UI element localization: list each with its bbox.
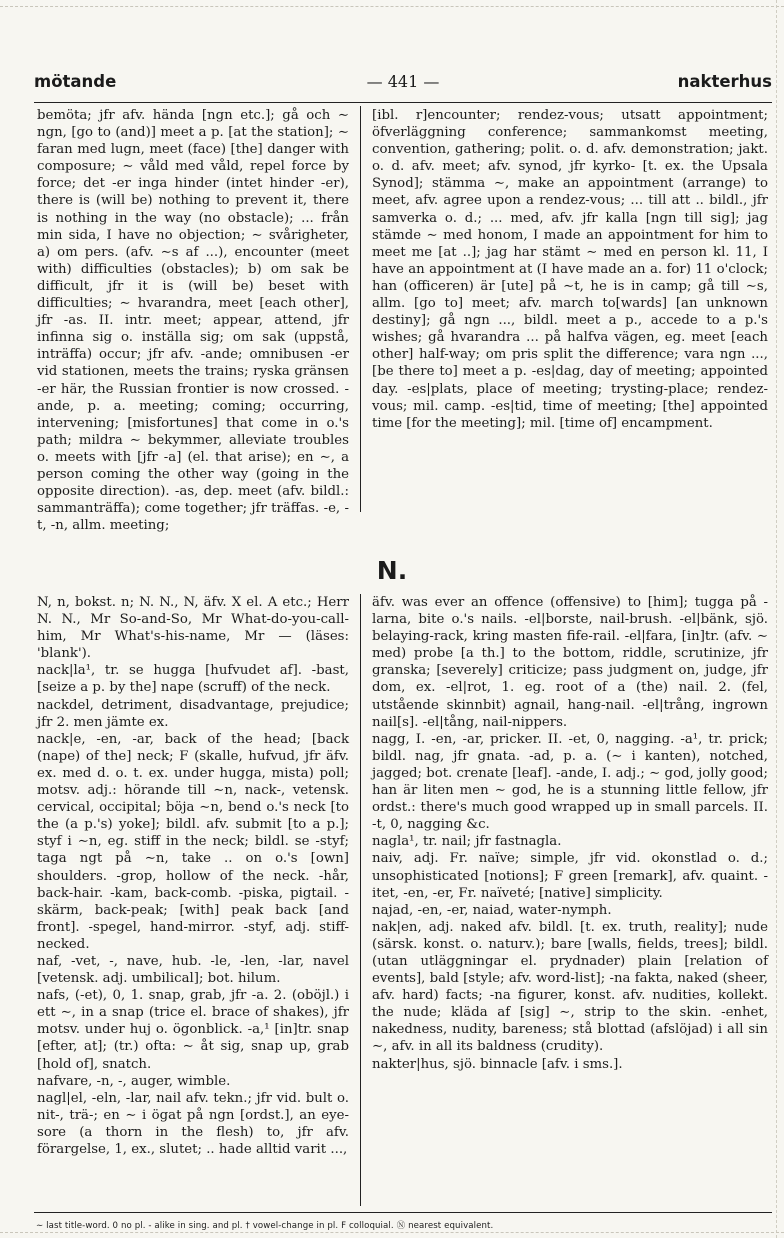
entry: nakter|hus, sjö. binnacle [afv. i sms.]. bbox=[372, 1056, 623, 1072]
entry: nagg, I. -en, -ar, pricker. II. -et, 0, nagging. -a¹, tr. prick; bildl. nag, jfr gnata. -ad, p. a. (∼ i kanten), notched, jagged; bot. crenate [leaf]. -ande, I. adj.; ∼ god, jolly good; han är liten men ∼ god, he is a stunning little fellow, jfr ordst.: there's much good wrapped up in small parcels. II. -t, 0, nagging &c. bbox=[372, 731, 768, 833]
scan-edge-bottom bbox=[0, 1232, 784, 1233]
entry: nack|la¹, tr. se hugga [hufvudet af]. -bast, [seize a p. by the] nape (scruff) of the neck. bbox=[37, 663, 349, 696]
entry: nackdel, detriment, disadvantage, prejudice; jfr 2. men jämte ex. bbox=[37, 697, 349, 730]
entry-text: bemöta; jfr afv. hända [ngn etc.]; gå och ∼ ngn, [go to (and)] meet a p. [at the station]; ∼ faran med lugn, meet (face) [the] danger with composure; ∼ våld med våld, repel force by force; det -er inga hinder (intet hinder -er), there is (will be) nothing to prevent it, there is nothing in the way (no obstacle); ... från min sida, I have no objection; ∼ svårigheter, a) om pers. (afv. ∼s af ...), encounter (meet with) difficulties (obstacles); b) om sak be difficult, jfr it is (will be) beset with difficulties; ∼ hvarandra, meet [each other], jfr -as. II. intr. meet; appear, attend, jfr infinna sig o. inställa sig; om sak (uppstå, inträffa) occur; jfr afv. -ande; omnibusen -er vid stationen, meets the trains; ryska gränsen -er här, the Russian frontier is now crossed. -ande, p. a. meeting; coming; occurring, intervening; [misfortunes] that come in o.'s path; mildra ∼ bekymmer, alleviate troubles o. meets with [jfr -a] (el. that arise); en ∼, a person coming the other way (going in the opposite direction). -as, dep. meet (afv. bildl.: sammanträffa); come together; jfr träffas. -e, -t, -n, allm. meeting; bbox=[37, 108, 349, 534]
running-header bbox=[34, 72, 772, 98]
scan-edge-top bbox=[0, 6, 784, 7]
entry: nafs, (-et), 0, 1. snap, grab, jfr -a. 2. (oböjl.) i ett ∼, in a snap (trice el. brace of shakes), jfr motsv. under huj o. ögonblick. -a,¹ [in]tr. snap [efter, at]; (tr.) ofta: ∼ åt sig, snap up, grab [hold of], snatch. bbox=[37, 988, 349, 1072]
column-divider-bottom bbox=[360, 594, 361, 1206]
header-right-guide-word: nakterhus bbox=[677, 72, 772, 91]
entry: N, n, bokst. n; N. N., N, äfv. X el. A etc.; Herr N. N., Mr So-and-So, Mr What-do-you-call-him, Mr What's-his-name, Mr — (läses: 'blank'). bbox=[37, 595, 349, 662]
entry: nagl|el, -eln, -lar, nail afv. tekn.; jfr vid. bult o. nit-, trä-; en ∼ i ögat på ngn [ordst.], an eye-sore (a thorn in the flesh) to, jfr afv. förargelse, 1, ex., slutet; .. hade alltid varit ..., bbox=[37, 1090, 349, 1157]
abbreviation-legend: ∼ last title-word. 0 no pl. - alike in sing. and pl. † vowel-change in pl. F colloquial. Ⓝ nearest equivalent. bbox=[36, 1221, 494, 1231]
entry-text: [ibl. r]encounter; rendez-vous; utsatt appointment; öfverläggning conference; sammankomst meeting, convention, gathering; polit. o. d. afv. demonstration; jakt. o. d. afv. meet; afv. synod, jfr kyrko- [t. ex. the Upsala Synod]; stämma ∼, make an appointment (arrange) to meet, afv. agree upon a rendez-vous; ... till att .. bildl., jfr samverka o. d.; ... med, afv. jfr kalla [ngn till sig]; jag stämde ∼ med honom, I made an appointment for him to meet me [at ..]; jag har stämt ∼ med en person kl. 11, I have an appointment at (I have made an a. for) 11 o'clock; han (officeren) är [ute] på ∼t, he is in camp; gå till ∼s, allm. [go to] meet; afv. march to[wards] [an unknown destiny]; gå ngn ..., bildl. meet a p., accede to a p.'s wishes; gå hvarandra ... på halfva vägen, eg. meet [each other] half-way; om pris split the difference; vara ngn ..., [be there to] meet a p. -es|dag, day of meeting; appointed day. -es|plats, place of meeting; trysting-place; rendez-vous; mil. camp. -es|tid, time of meeting; [the] appointed time [for the meeting]; mil. [time of] encampment. bbox=[372, 108, 768, 431]
entry: nagla¹, tr. nail; jfr fastnagla. bbox=[372, 834, 562, 850]
page-number: — 441 — bbox=[366, 72, 440, 91]
scan-edge-right bbox=[776, 0, 777, 1238]
entry: nack|e, -en, -ar, back of the head; [back (nape) of the] neck; F (skalle, hufvud, jfr äfv. ex. med d. o. t. ex. under hugga, mista) poll; motsv. adj.: hörande till ∼n, nack-, vetensk. cervical, occipital; böja ∼n, bend o.'s neck [to the (a p.'s) yoke]; bildl. afv. submit [to a p.]; styf i ∼n, eg. stiff in the neck; bildl. se -styf; taga ngt på ∼n, take .. on o.'s [own] shoulders. -grop, hollow of the neck. -hår, back-hair. -kam, back-comb. -piska, pigtail. -skärm, back-peak; [with] peak back [and front]. -spegel, hand-mirror. -styf, adj. stiff-necked. bbox=[37, 731, 349, 952]
entry: äfv. was ever an offence (offensive) to [him]; tugga på -larna, bite o.'s nails. -el|borste, nail-brush. -el|bänk, sjö. belaying-rack, kring masten fife-rail. -el|fara, [in]tr. (afv. ∼ med) probe [a th.] to the bottom, riddle, scrutinize, jfr granska; [severely] criticize; pass judgment on, judge, jfr dom, ex. -el|rot, 1. eg. root of a (the) nail. 2. (fel, utstående skinnbit) agnail, hang-nail. -el|trång, ingrown nail[s]. -el|tång, nail-nippers. bbox=[372, 595, 768, 730]
column-top-left bbox=[37, 107, 349, 534]
header-left-guide-word: mötande bbox=[34, 72, 117, 91]
entry: naf, -vet, -, nave, hub. -le, -len, -lar, navel [vetensk. adj. umbilical]; bot. hilum. bbox=[37, 953, 349, 987]
section-letter-heading: N. bbox=[376, 556, 408, 585]
column-bottom-right bbox=[372, 594, 768, 1073]
entry: nafvare, -n, -, auger, wimble. bbox=[37, 1073, 231, 1089]
entry: najad, -en, -er, naiad, water-nymph. bbox=[372, 902, 612, 918]
footer-rule bbox=[34, 1212, 772, 1213]
column-top-right bbox=[372, 107, 768, 432]
column-divider-top bbox=[360, 106, 361, 512]
entry: nak|en, adj. naked afv. bildl. [t. ex. truth, reality]; nude (särsk. konst. o. naturv.); bare [walls, fields, trees]; bildl. (utan utläggningar el. prydnader) plain [relation of events], bald [style; afv. word-list]; -na fakta, naked (sheer, afv. hard) facts; -na figurer, konst. afv. nudities, kollekt. the nude; kläda af [sig] ∼, strip to the skin. -enhet, nakedness, nudity, bareness; stå blottad (afslöjad) i all sin ∼, afv. in all its baldness (crudity). bbox=[372, 919, 768, 1055]
header-rule bbox=[34, 102, 772, 103]
column-bottom-left bbox=[37, 594, 349, 1158]
entry: naiv, adj. Fr. naïve; simple, jfr vid. okonstlad o. d.; unsophisticated [notions]; F green [remark], afv. quaint. -itet, -en, -er, Fr. naïveté; [native] simplicity. bbox=[372, 851, 768, 901]
